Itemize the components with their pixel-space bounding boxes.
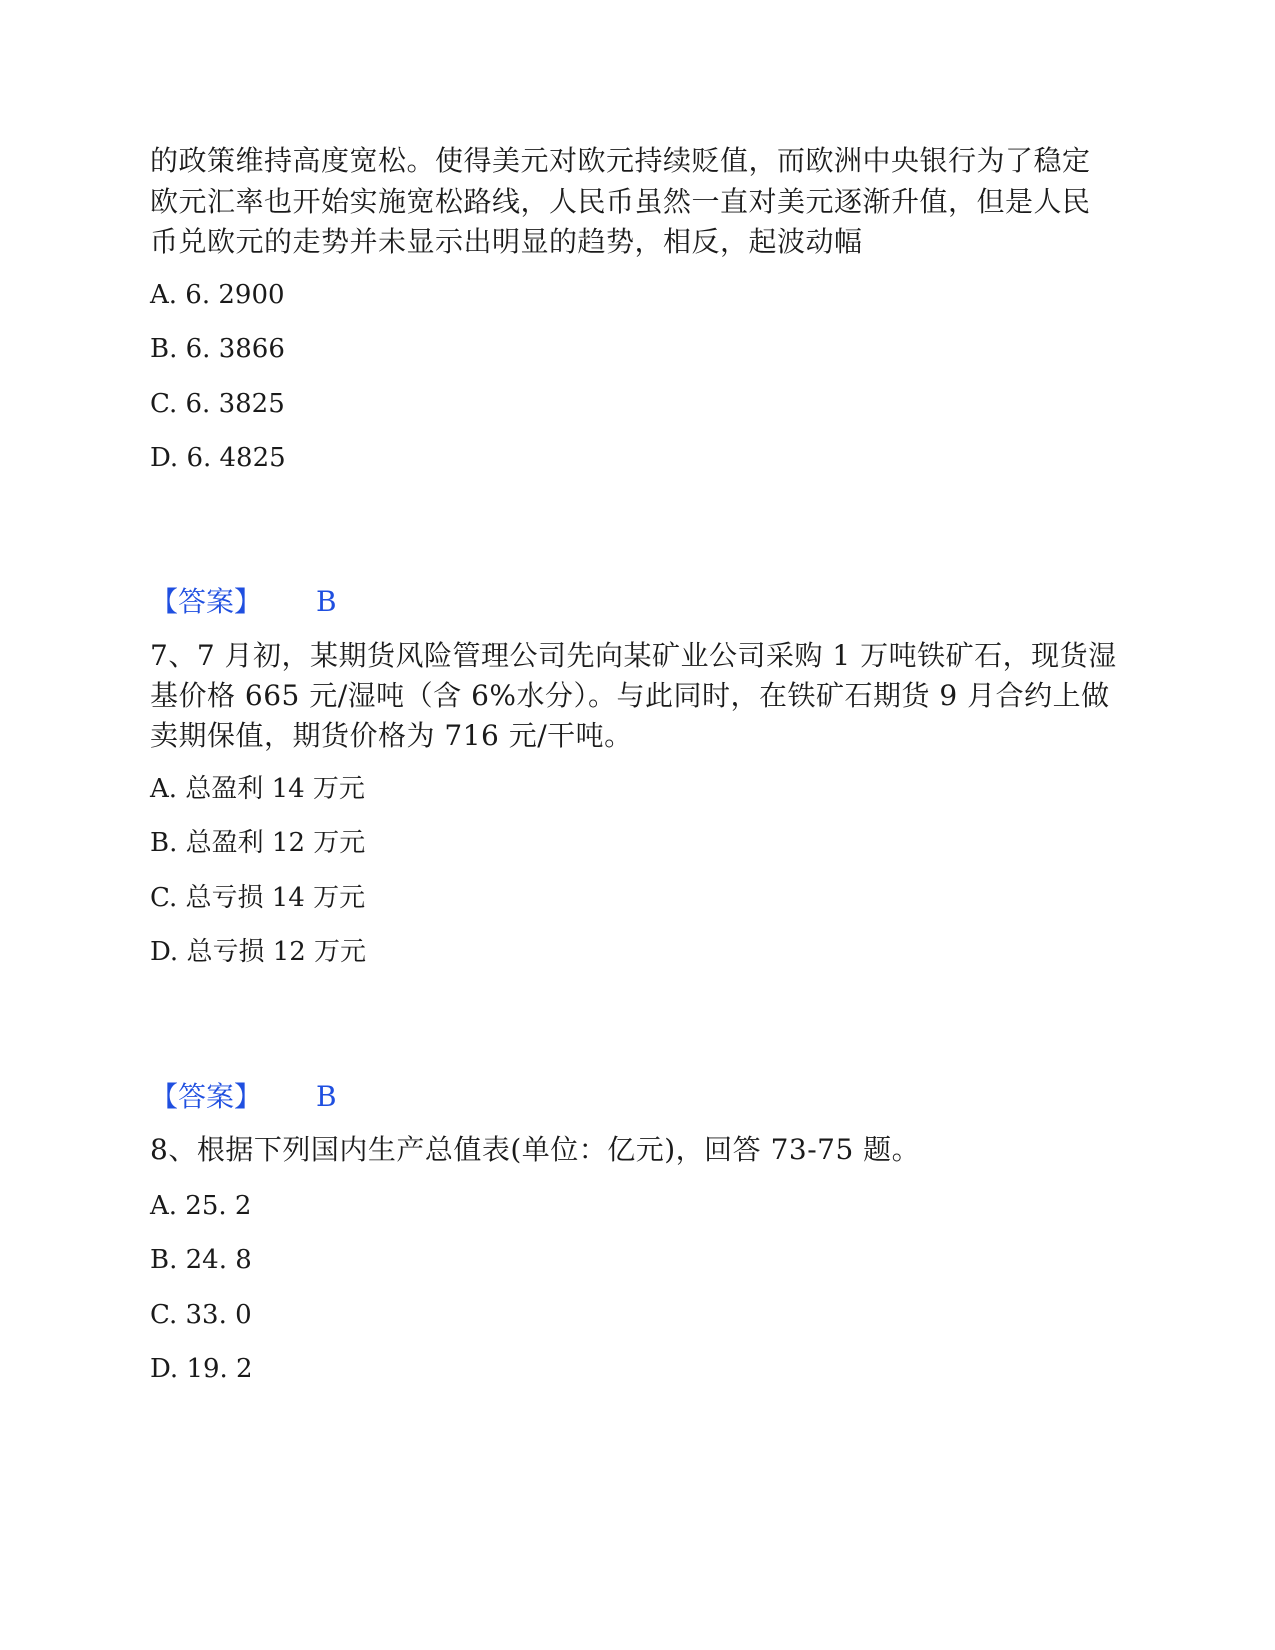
q7-answer xyxy=(150,1077,337,1117)
q7-answer-tag: 【答案】 xyxy=(150,1080,263,1113)
q7-option-d: D. 总亏损 12 万元 xyxy=(150,937,367,967)
q8-option-b: B. 24. 8 xyxy=(150,1245,252,1275)
q7-option-b: B. 总盈利 12 万元 xyxy=(150,828,366,858)
q7-stem-line-3: 卖期保值，期货价格为 716 元/干吨。 xyxy=(150,719,633,752)
q6-answer xyxy=(150,582,337,622)
q7-answer-value: B xyxy=(316,1080,337,1113)
q7-stem-line-2: 基价格 665 元/湿吨（含 6%水分）。与此同时，在铁矿石期货 9 月合约上做 xyxy=(150,679,1110,712)
q8-stem: 8、根据下列国内生产总值表(单位：亿元)，回答 73-75 题。 xyxy=(150,1133,921,1166)
q7-option-a: A. 总盈利 14 万元 xyxy=(150,774,365,804)
q6-answer-value: B xyxy=(316,585,337,618)
q8-option-c: C. 33. 0 xyxy=(150,1300,252,1330)
q6-stem-line-2: 欧元汇率也开始实施宽松路线，人民币虽然一直对美元逐渐升值，但是人民 xyxy=(150,185,1091,218)
q7-stem-line-1: 7、7 月初，某期货风险管理公司先向某矿业公司采购 1 万吨铁矿石，现货湿 xyxy=(150,639,1117,672)
q7-option-c: C. 总亏损 14 万元 xyxy=(150,883,366,913)
q6-option-c: C. 6. 3825 xyxy=(150,389,285,419)
q6-answer-tag: 【答案】 xyxy=(150,585,263,618)
q6-option-a: A. 6. 2900 xyxy=(150,280,285,310)
q6-stem-line-1: 的政策维持高度宽松。使得美元对欧元持续贬值，而欧洲中央银行为了稳定 xyxy=(150,144,1091,177)
q8-option-d: D. 19. 2 xyxy=(150,1354,253,1384)
q8-option-a: A. 25. 2 xyxy=(150,1191,252,1221)
q6-option-d: D. 6. 4825 xyxy=(150,443,286,473)
q6-option-b: B. 6. 3866 xyxy=(150,334,285,364)
q6-stem-line-3: 币兑欧元的走势并未显示出明显的趋势，相反，起波动幅 xyxy=(150,225,863,258)
